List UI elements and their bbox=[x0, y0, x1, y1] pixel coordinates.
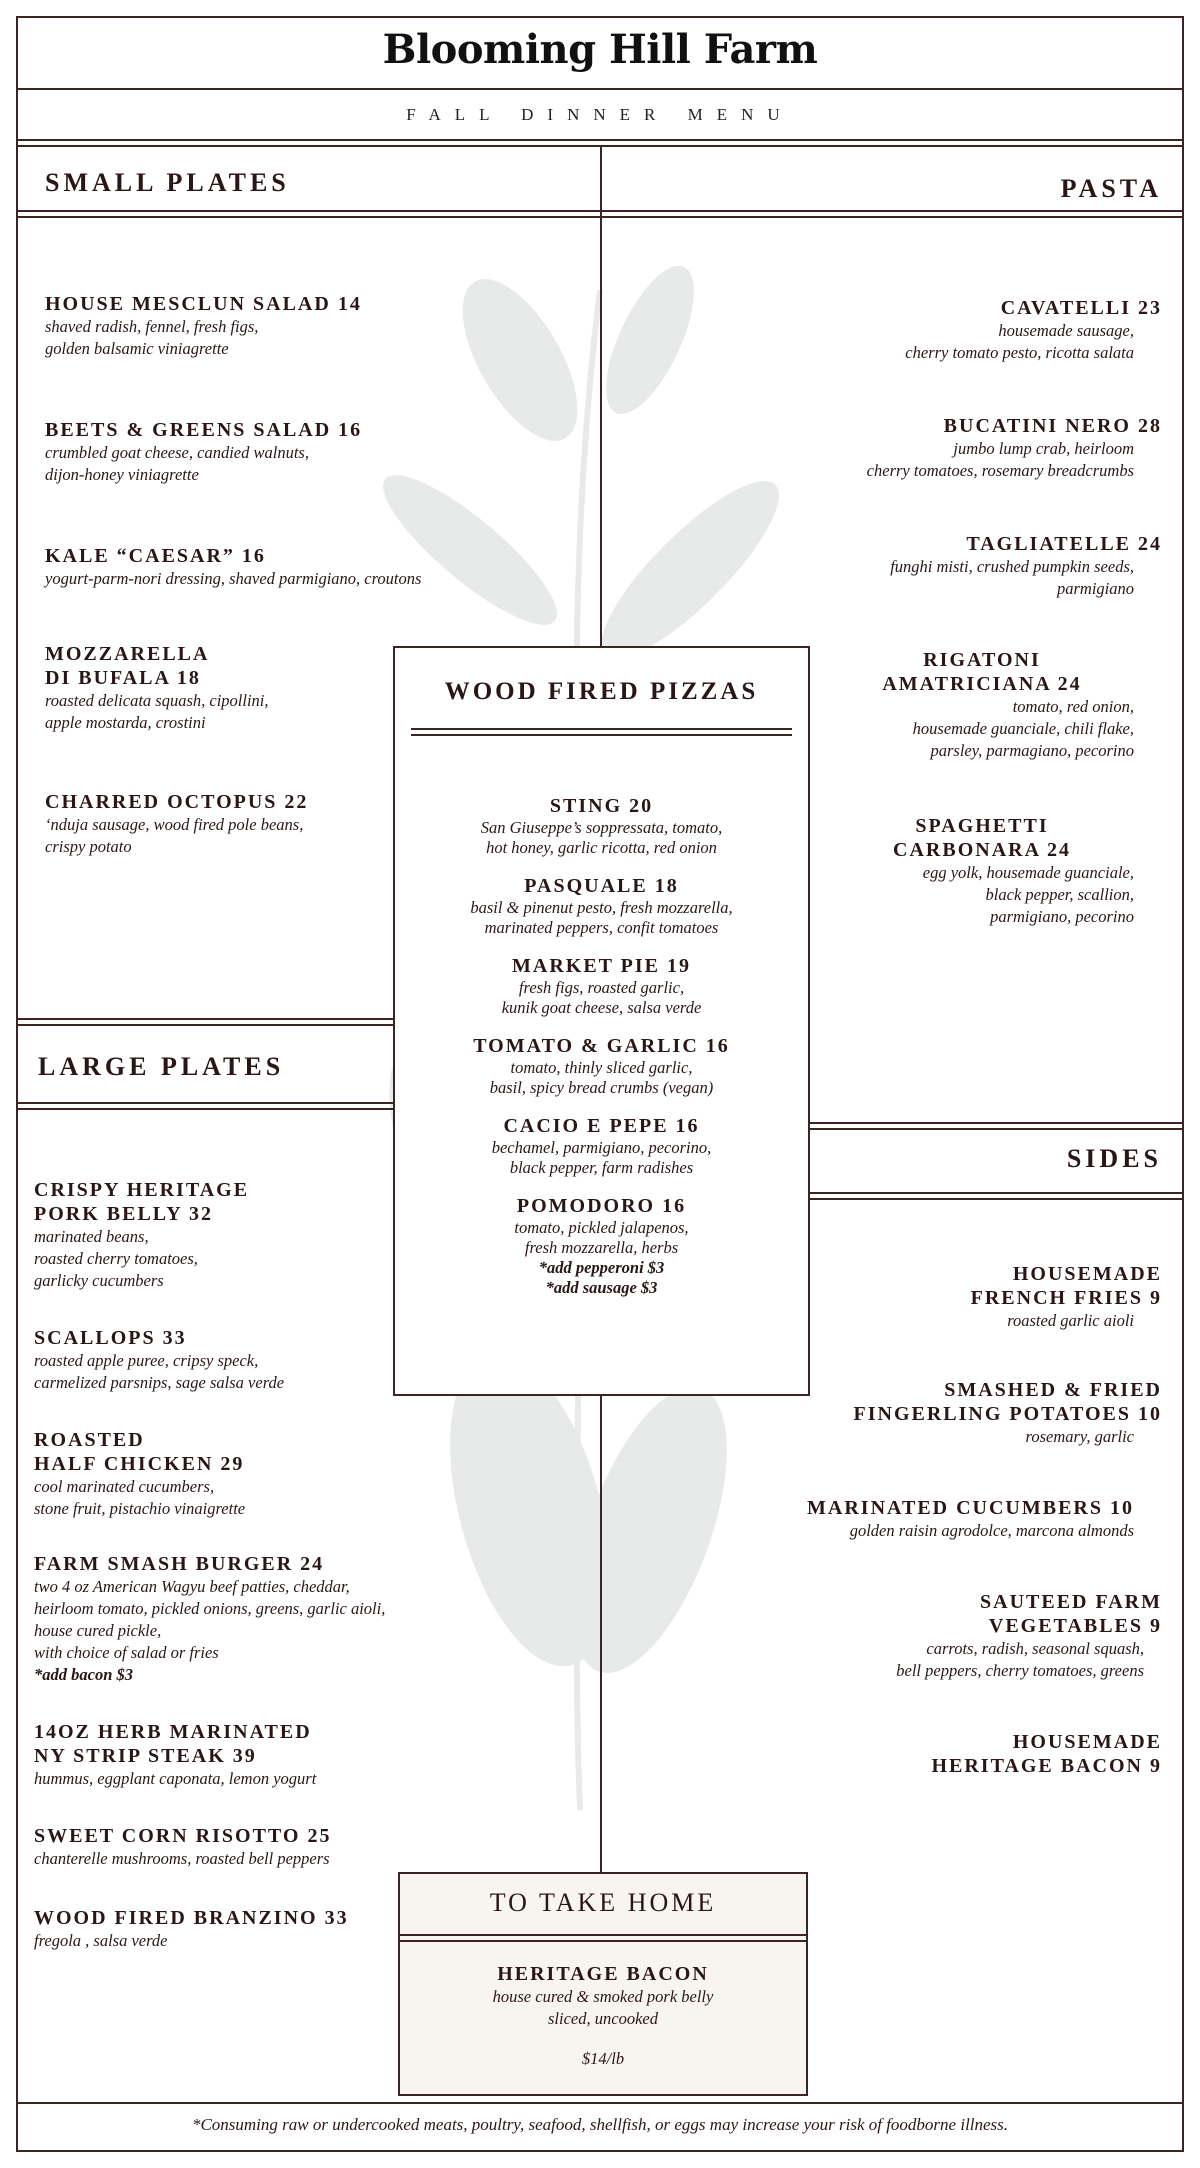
small-plate-item bbox=[45, 790, 385, 858]
food-safety-disclaimer: *Consuming raw or undercooked meats, poultry, seafood, shellfish, or eggs may increase your risk of foodborne illness. bbox=[191, 2115, 1009, 2134]
item-addon: *add bacon $3 bbox=[34, 1665, 133, 1684]
item-description: yogurt-parm-nori dressing, shaved parmigiano, croutons bbox=[45, 569, 422, 588]
take-home-box bbox=[398, 1872, 808, 2096]
item-description: crumbled goat cheese, candied walnuts, dijon-honey viniagrette bbox=[45, 443, 309, 484]
item-description: San Giuseppe’s soppressata, tomato, hot honey, garlic ricotta, red onion bbox=[480, 818, 723, 857]
item-description: shaved radish, fennel, fresh figs, golden balsamic viniagrette bbox=[45, 317, 259, 358]
item-description: two 4 oz American Wagyu beef patties, cheddar, heirloom tomato, pickled onions, greens, garlic aioli, house cured pickle, with choice of salad or fries bbox=[34, 1577, 386, 1662]
pasta-rule-2 bbox=[600, 216, 1182, 218]
pizza-box bbox=[393, 646, 810, 1396]
large-plates-rule-top-1 bbox=[18, 1018, 393, 1020]
item-description: cool marinated cucumbers, stone fruit, pistachio vinaigrette bbox=[34, 1477, 246, 1518]
item-name: TOMATO & GARLIC 16 bbox=[473, 1035, 730, 1057]
large-plate-item bbox=[34, 1428, 414, 1520]
take-home-rule-2 bbox=[400, 1940, 806, 1942]
large-plate-item bbox=[34, 1906, 414, 1952]
small-plates-heading: SMALL PLATES bbox=[45, 168, 290, 197]
item-description: housemade sausage, cherry tomato pesto, ricotta salata bbox=[905, 321, 1134, 362]
item-name: MARINATED CUCUMBERS 10 bbox=[807, 1497, 1134, 1519]
item-description: basil & pinenut pesto, fresh mozzarella, marinated peppers, confit tomatoes bbox=[470, 898, 733, 937]
item-name: SWEET CORN RISOTTO 25 bbox=[34, 1825, 332, 1847]
item-addon: *add sausage $3 bbox=[545, 1278, 658, 1297]
pasta-item bbox=[802, 648, 1162, 762]
item-description: tomato, thinly sliced garlic, basil, spicy bread crumbs (vegan) bbox=[489, 1058, 714, 1097]
sides-rule-top-2 bbox=[810, 1128, 1182, 1130]
item-name: HOUSE MESCLUN SALAD 14 bbox=[45, 293, 362, 315]
title-divider bbox=[18, 88, 1182, 90]
item-name: WOOD FIRED BRANZINO 33 bbox=[34, 1907, 349, 1929]
pizza-item bbox=[395, 1114, 808, 1178]
item-name: CACIO E PEPE 16 bbox=[503, 1115, 700, 1137]
sides-rule-2 bbox=[810, 1198, 1182, 1200]
item-description: marinated beans, roasted cherry tomatoes, garlicky cucumbers bbox=[34, 1227, 198, 1290]
item-name: BEETS & GREENS SALAD 16 bbox=[45, 419, 363, 441]
item-name: HERITAGE BACON bbox=[497, 1963, 709, 1985]
small-plate-item bbox=[45, 544, 585, 590]
item-name: STING 20 bbox=[549, 795, 654, 817]
large-plate-item bbox=[34, 1552, 534, 1686]
item-description: bechamel, parmigiano, pecorino, black pepper, farm radishes bbox=[491, 1138, 712, 1177]
pizza-item bbox=[395, 954, 808, 1018]
sides-rule-1 bbox=[810, 1192, 1182, 1194]
large-plates-rule-2 bbox=[18, 1108, 393, 1110]
large-plates-rule-top-2 bbox=[18, 1024, 393, 1026]
small-plate-item bbox=[45, 292, 565, 360]
item-name: SMASHED & FRIED FINGERLING POTATOES 10 bbox=[853, 1379, 1162, 1425]
large-plates-rule-1 bbox=[18, 1102, 393, 1104]
item-name: MARKET PIE 19 bbox=[512, 955, 691, 977]
item-description: chanterelle mushrooms, roasted bell peppers bbox=[34, 1849, 330, 1868]
pizzas-rule-1 bbox=[411, 728, 792, 730]
large-plate-item bbox=[34, 1326, 414, 1394]
item-name: 14OZ HERB MARINATED NY STRIP STEAK 39 bbox=[34, 1721, 312, 1767]
large-plates-heading: LARGE PLATES bbox=[38, 1052, 285, 1081]
large-plate-item bbox=[34, 1824, 454, 1870]
pizza-item bbox=[395, 1194, 808, 1298]
footer-divider bbox=[18, 2102, 1182, 2104]
item-name: HOUSEMADE HERITAGE BACON 9 bbox=[931, 1731, 1162, 1777]
item-description: ‘nduja sausage, wood fired pole beans, crispy potato bbox=[45, 815, 304, 856]
pasta-item bbox=[622, 414, 1162, 482]
restaurant-title: Blooming Hill Farm bbox=[382, 26, 818, 73]
pizzas-heading: WOOD FIRED PIZZAS bbox=[444, 678, 759, 705]
pizza-item bbox=[395, 1034, 808, 1098]
large-plate-item bbox=[34, 1720, 454, 1790]
item-name: CRISPY HERITAGE PORK BELLY 32 bbox=[34, 1179, 250, 1225]
take-home-item bbox=[400, 1962, 806, 2070]
item-description: jumbo lump crab, heirloom cherry tomatoes, rosemary breadcrumbs bbox=[866, 439, 1134, 480]
center-divider-bottom bbox=[600, 1395, 602, 1873]
side-item bbox=[742, 1590, 1162, 1682]
small-plates-rule-2 bbox=[18, 216, 600, 218]
small-plates-rule-1 bbox=[18, 210, 600, 212]
item-name: SAUTEED FARM VEGETABLES 9 bbox=[980, 1591, 1162, 1637]
item-description: house cured & smoked pork belly sliced, uncooked bbox=[492, 1987, 714, 2028]
item-description: roasted garlic aioli bbox=[1007, 1311, 1134, 1330]
side-item bbox=[742, 1730, 1162, 1778]
item-name: ROASTED HALF CHICKEN 29 bbox=[34, 1429, 245, 1475]
sides-heading: SIDES bbox=[1066, 1144, 1162, 1173]
pasta-heading: PASTA bbox=[1060, 174, 1162, 203]
menu-subtitle: FALL DINNER MENU bbox=[406, 105, 794, 124]
center-divider-top bbox=[600, 146, 602, 646]
item-description: roasted delicata squash, cipollini, apple mostarda, crostini bbox=[45, 691, 269, 732]
item-name: POMODORO 16 bbox=[516, 1195, 687, 1217]
pasta-rule-1 bbox=[600, 210, 1182, 212]
small-plate-item bbox=[45, 418, 565, 486]
item-addon: *add pepperoni $3 bbox=[538, 1258, 665, 1277]
take-home-heading: TO TAKE HOME bbox=[489, 1888, 717, 1917]
pasta-item bbox=[622, 532, 1162, 600]
pasta-item bbox=[622, 296, 1162, 364]
pizza-item bbox=[395, 874, 808, 938]
item-description: tomato, red onion, housemade guanciale, chili flake, parsley, parmagiano, pecorino bbox=[912, 697, 1134, 760]
item-name: PASQUALE 18 bbox=[524, 875, 679, 897]
item-name: TAGLIATELLE 24 bbox=[966, 533, 1162, 555]
pizza-item bbox=[395, 794, 808, 858]
item-name: FARM SMASH BURGER 24 bbox=[34, 1553, 325, 1575]
item-name: SCALLOPS 33 bbox=[34, 1327, 187, 1349]
side-item bbox=[742, 1496, 1162, 1542]
take-home-rule-1 bbox=[400, 1934, 806, 1936]
item-description: golden raisin agrodolce, marcona almonds bbox=[849, 1521, 1134, 1540]
item-name: BUCATINI NERO 28 bbox=[943, 415, 1162, 437]
item-description: fregola , salsa verde bbox=[34, 1931, 168, 1950]
item-description: tomato, pickled jalapenos, fresh mozzarella, herbs bbox=[514, 1218, 689, 1257]
pasta-item bbox=[802, 814, 1162, 928]
item-description: carrots, radish, seasonal squash, bell peppers, cherry tomatoes, greens bbox=[896, 1639, 1144, 1680]
item-description: egg yolk, housemade guanciale, black pepper, scallion, parmigiano, pecorino bbox=[922, 863, 1134, 926]
large-plate-item bbox=[34, 1178, 394, 1292]
item-description: roasted apple puree, cripsy speck, carmelized parsnips, sage salsa verde bbox=[34, 1351, 285, 1392]
item-price: $14/lb bbox=[581, 2049, 625, 2068]
subtitle-divider-top bbox=[18, 139, 1182, 141]
item-name: KALE “CAESAR” 16 bbox=[45, 545, 266, 567]
item-name: CHARRED OCTOPUS 22 bbox=[45, 791, 309, 813]
item-name: HOUSEMADE FRENCH FRIES 9 bbox=[970, 1263, 1162, 1309]
small-plate-item bbox=[45, 642, 385, 734]
item-name: RIGATONI AMATRICIANA 24 bbox=[882, 649, 1082, 695]
item-description: rosemary, garlic bbox=[1025, 1427, 1134, 1446]
item-name: SPAGHETTI CARBONARA 24 bbox=[893, 815, 1071, 861]
item-description: funghi misti, crushed pumpkin seeds, parmigiano bbox=[890, 557, 1134, 598]
sides-rule-top-1 bbox=[810, 1122, 1182, 1124]
item-name: CAVATELLI 23 bbox=[1000, 297, 1162, 319]
pizzas-rule-2 bbox=[411, 734, 792, 736]
item-name: MOZZARELLA DI BUFALA 18 bbox=[45, 643, 210, 689]
item-description: hummus, eggplant caponata, lemon yogurt bbox=[34, 1769, 317, 1788]
item-description: fresh figs, roasted garlic, kunik goat cheese, salsa verde bbox=[501, 978, 702, 1017]
pizza-list bbox=[395, 794, 808, 1298]
